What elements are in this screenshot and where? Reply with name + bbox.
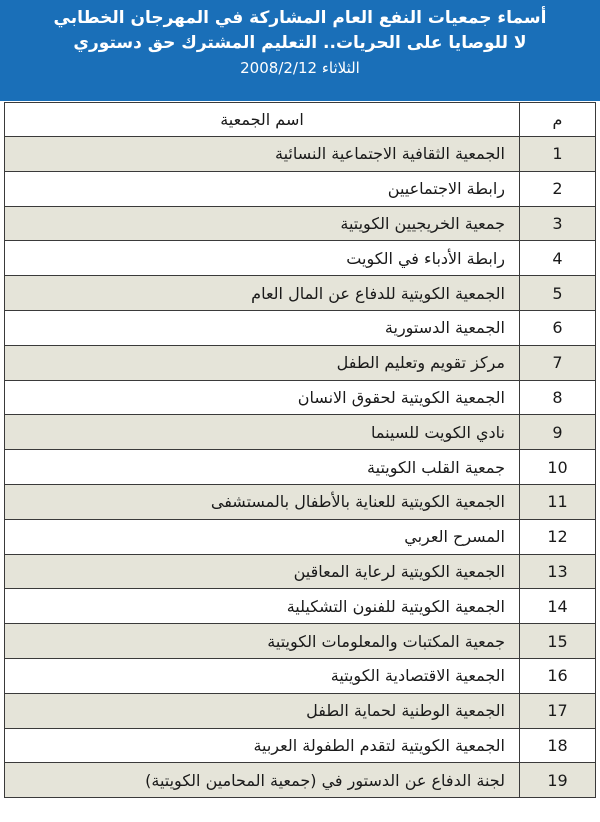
association-name: رابطة الأدباء في الكويت <box>5 241 520 276</box>
association-name: الجمعية الكويتية لرعاية المعاقين <box>5 554 520 589</box>
table-row <box>5 241 596 276</box>
table-row <box>5 484 596 519</box>
table-row <box>5 763 596 798</box>
table-row <box>5 450 596 485</box>
row-number: 11 <box>520 484 596 519</box>
association-name: المسرح العربي <box>5 519 520 554</box>
table-row <box>5 345 596 380</box>
association-name: جمعية القلب الكويتية <box>5 450 520 485</box>
column-header-number: م <box>520 103 596 137</box>
row-number: 1 <box>520 137 596 172</box>
title-line-2: لا للوصايا على الحريات.. التعليم المشترك حق دستوري <box>73 33 527 53</box>
row-number: 17 <box>520 693 596 728</box>
table-row <box>5 728 596 763</box>
association-name: الجمعية الكويتية للفنون التشكيلية <box>5 589 520 624</box>
association-name: نادي الكويت للسينما <box>5 415 520 450</box>
row-number: 9 <box>520 415 596 450</box>
table-body <box>5 137 596 798</box>
association-name: مركز تقويم وتعليم الطفل <box>5 345 520 380</box>
association-name: الجمعية الثقافية الاجتماعية النسائية <box>5 137 520 172</box>
title-banner <box>0 0 600 101</box>
table-row <box>5 276 596 311</box>
row-number: 10 <box>520 450 596 485</box>
association-name: الجمعية الوطنية لحماية الطفل <box>5 693 520 728</box>
row-number: 5 <box>520 276 596 311</box>
table-row <box>5 519 596 554</box>
row-number: 14 <box>520 589 596 624</box>
row-number: 16 <box>520 658 596 693</box>
table-row <box>5 693 596 728</box>
associations-table <box>4 102 596 798</box>
association-name: جمعية المكتبات والمعلومات الكويتية <box>5 624 520 659</box>
table-row <box>5 415 596 450</box>
table-row <box>5 658 596 693</box>
association-name: الجمعية الكويتية لتقدم الطفولة العربية <box>5 728 520 763</box>
association-name: الجمعية الكويتية لحقوق الانسان <box>5 380 520 415</box>
table-row <box>5 137 596 172</box>
row-number: 19 <box>520 763 596 798</box>
row-number: 15 <box>520 624 596 659</box>
title-date: الثلاثاء 2008/2/12 <box>240 59 360 77</box>
table-row <box>5 589 596 624</box>
row-number: 13 <box>520 554 596 589</box>
association-name: الجمعية الكويتية للعناية بالأطفال بالمستشفى <box>5 484 520 519</box>
row-number: 6 <box>520 310 596 345</box>
title-line-1: أسماء جمعيات النفع العام المشاركة في المهرجان الخطابي <box>53 8 547 28</box>
row-number: 18 <box>520 728 596 763</box>
association-name: جمعية الخريجيين الكويتية <box>5 206 520 241</box>
association-name: الجمعية الكويتية للدفاع عن المال العام <box>5 276 520 311</box>
association-name: الجمعية الدستورية <box>5 310 520 345</box>
table-header-row <box>5 103 596 137</box>
table-row <box>5 380 596 415</box>
table-row <box>5 206 596 241</box>
association-name: الجمعية الاقتصادية الكويتية <box>5 658 520 693</box>
table-row <box>5 310 596 345</box>
row-number: 12 <box>520 519 596 554</box>
table-row <box>5 554 596 589</box>
row-number: 2 <box>520 171 596 206</box>
table-row <box>5 171 596 206</box>
table-row <box>5 624 596 659</box>
row-number: 4 <box>520 241 596 276</box>
association-name: لجنة الدفاع عن الدستور في (جمعية المحامين الكويتية) <box>5 763 520 798</box>
column-header-name: اسم الجمعية <box>5 103 520 137</box>
association-name: رابطة الاجتماعيين <box>5 171 520 206</box>
row-number: 8 <box>520 380 596 415</box>
row-number: 3 <box>520 206 596 241</box>
row-number: 7 <box>520 345 596 380</box>
